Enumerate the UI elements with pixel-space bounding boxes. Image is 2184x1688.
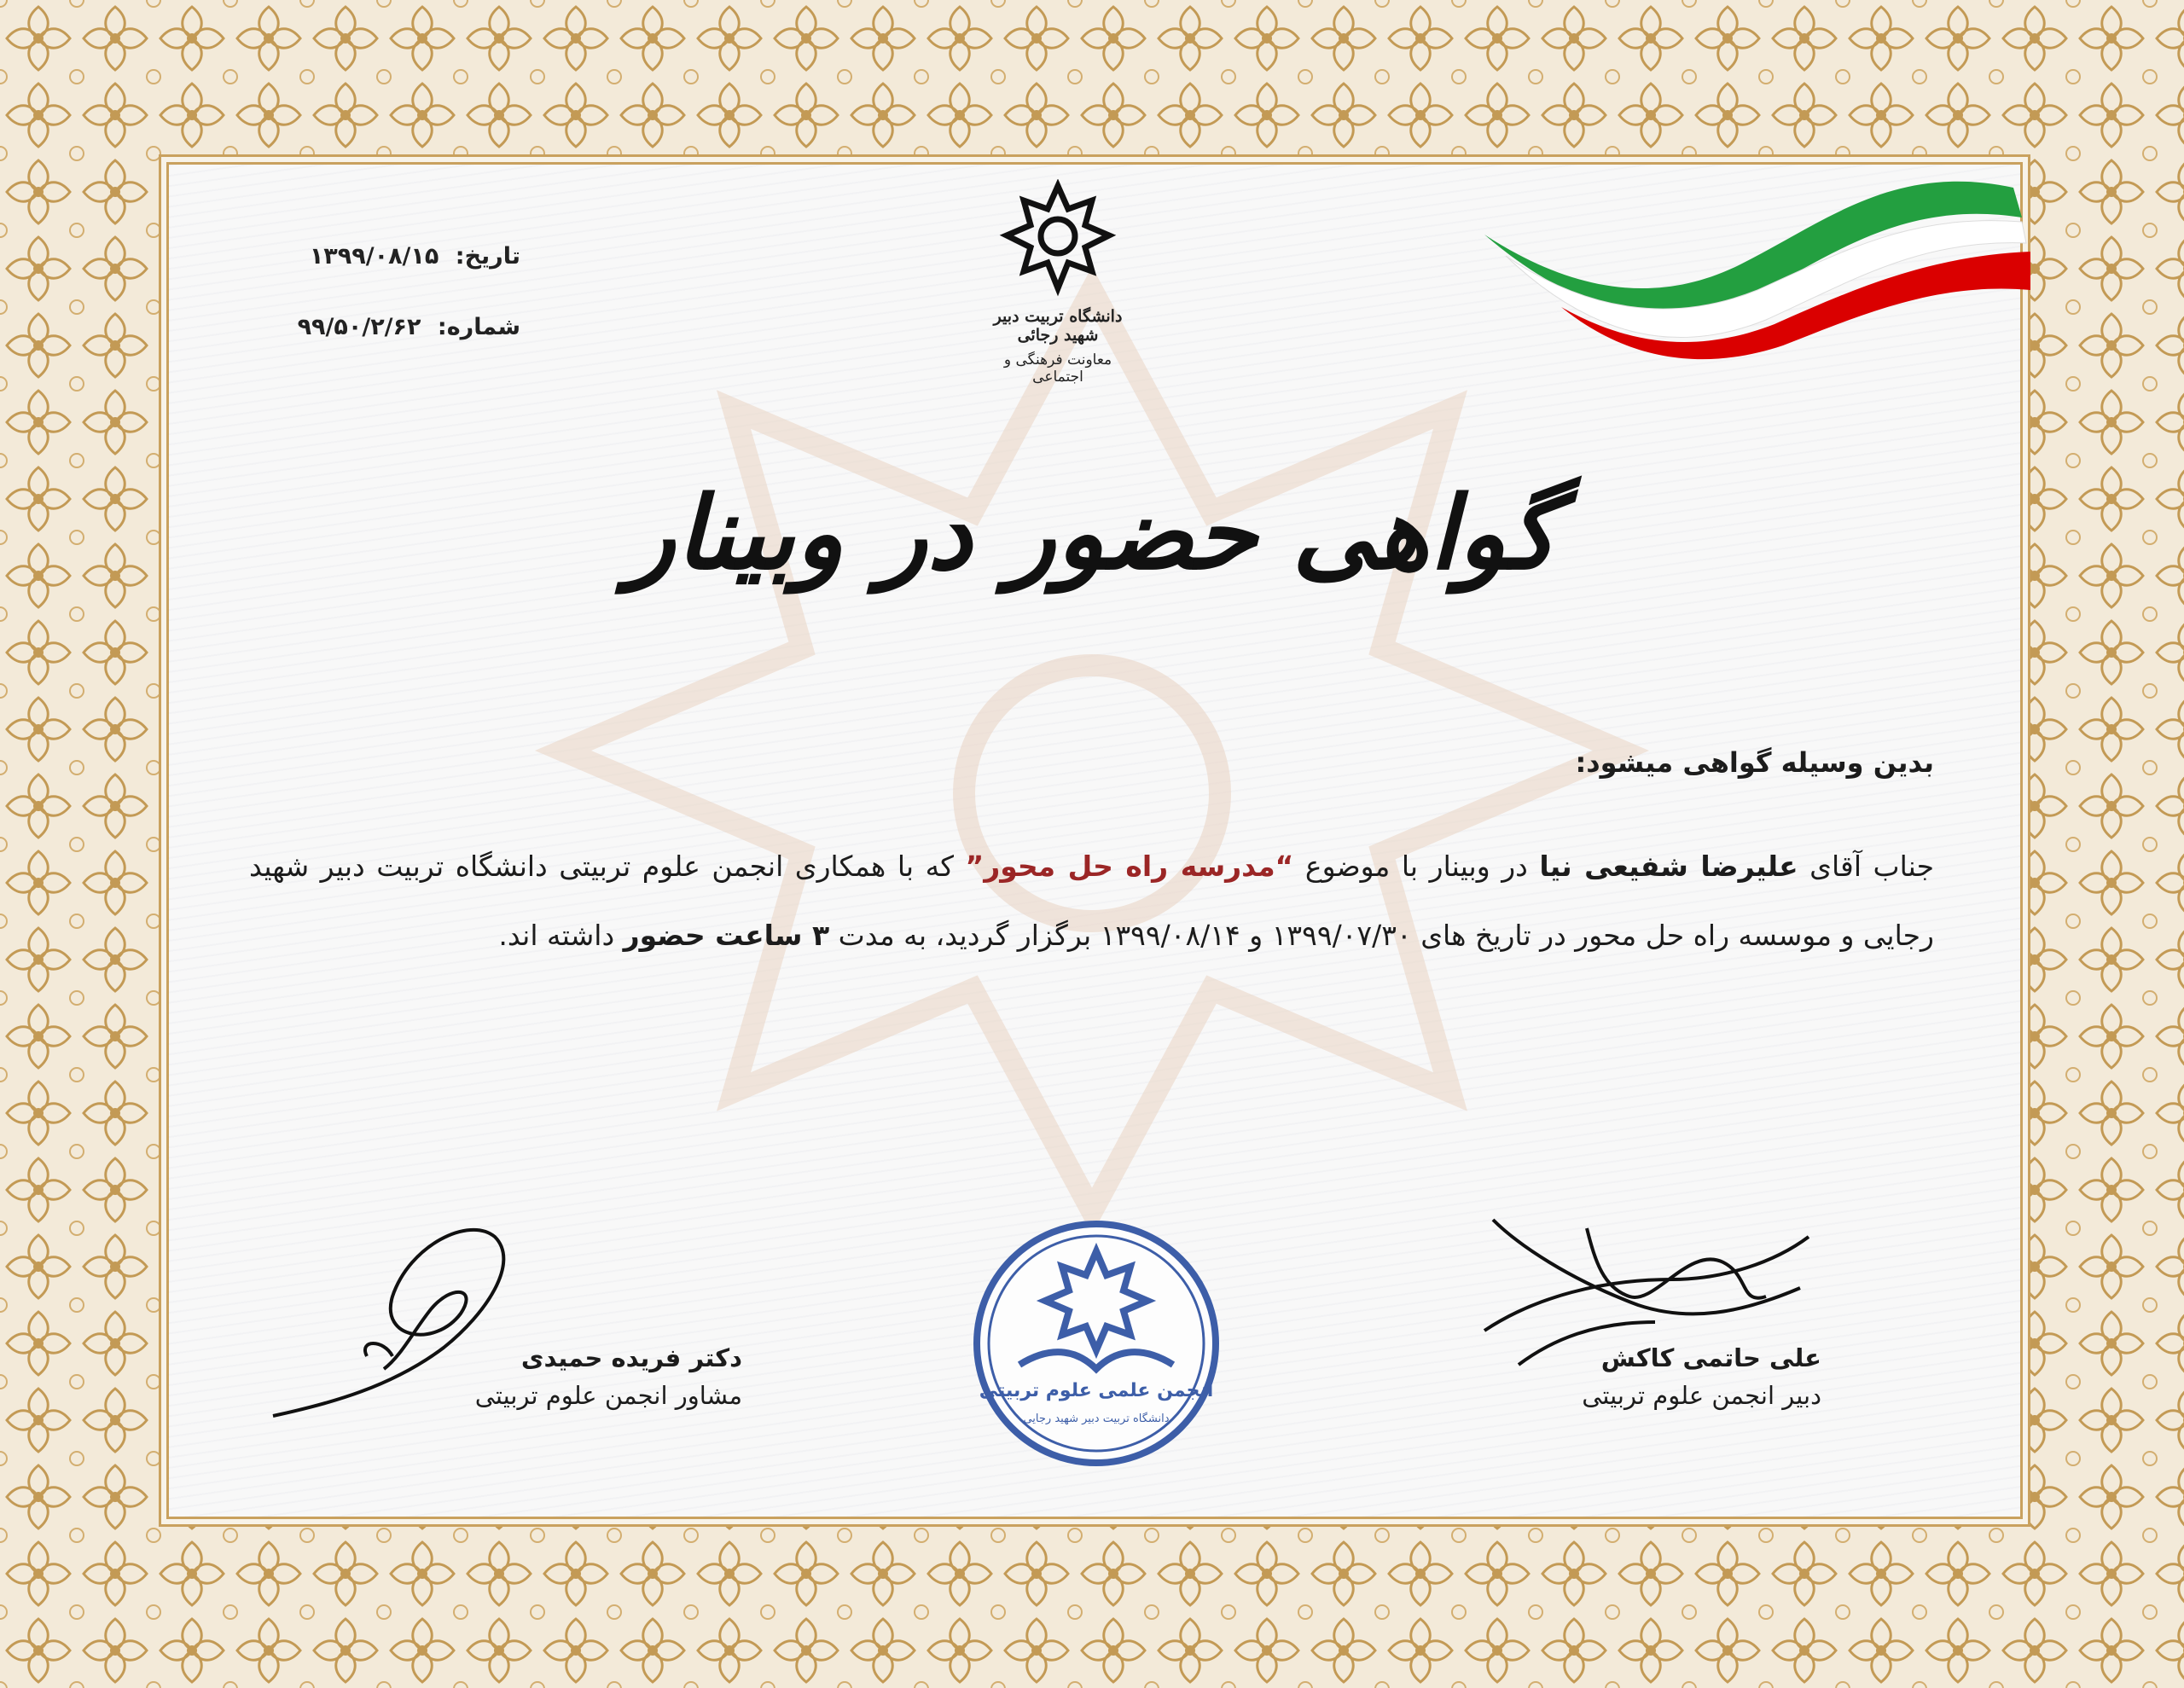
iran-flag-ribbon xyxy=(1467,145,2030,367)
certificate-intro: بدین وسیله گواهی میشود: xyxy=(1575,746,1934,779)
body-part-3: که با همکاری انجمن علوم تربیتی دانشگاه تربیت دبیر شهید رجایی و موسسه راه حل محور در تاریخ های ۱۳۹۹/۰۷/۳۰ و ۱۳۹۹/۰۸/۱۴ برگزار گردید، به مدت xyxy=(249,850,1934,952)
webinar-topic: “مدرسه راه حل محور” xyxy=(965,850,1294,883)
stamp-text-main: انجمن علمی علوم تربیتی xyxy=(979,1380,1214,1401)
left-signatory-name: دکتر فریده حمیدی xyxy=(520,1343,742,1372)
university-emblem-icon xyxy=(998,179,1118,299)
left-signatory-role: مشاور انجمن علوم تربیتی xyxy=(474,1381,742,1410)
left-signatory xyxy=(367,1343,742,1410)
body-part-2: در وبینار با موضوع xyxy=(1304,850,1528,883)
association-stamp xyxy=(968,1215,1224,1471)
right-signatory-name: علی حاتمی کاکش xyxy=(1600,1343,1821,1372)
stamp-text-sub: دانشگاه تربیت دبیر شهید رجایی xyxy=(1023,1412,1170,1425)
logo-university-name: دانشگاه تربیت دبیر شهید رجائی xyxy=(993,307,1123,345)
right-signatory-role: دبیر انجمن علوم تربیتی xyxy=(1582,1381,1821,1410)
university-logo xyxy=(981,179,1135,392)
number-label: شماره: xyxy=(437,314,520,340)
date-row xyxy=(298,243,520,270)
logo-department-name: معاونت فرهنگی و اجتماعی xyxy=(1003,351,1112,386)
date-value: ۱۳۹۹/۰۸/۱۵ xyxy=(309,243,439,270)
recipient-name: علیرضا شفیعی نیا xyxy=(1539,850,1798,883)
certificate-title: گواهی حضور در وبینار xyxy=(626,473,1558,592)
right-signatory xyxy=(1497,1343,1821,1410)
date-label: تاریخ: xyxy=(455,243,520,270)
body-part-1: جناب آقای xyxy=(1809,850,1934,883)
attendance-duration: ۳ ساعت حضور xyxy=(623,919,830,952)
number-value: ۹۹/۵۰/۲/۶۲ xyxy=(297,314,421,340)
number-row xyxy=(298,314,520,340)
certificate-body xyxy=(249,832,1934,970)
document-meta xyxy=(298,243,520,385)
body-part-4: داشته اند. xyxy=(498,919,615,952)
